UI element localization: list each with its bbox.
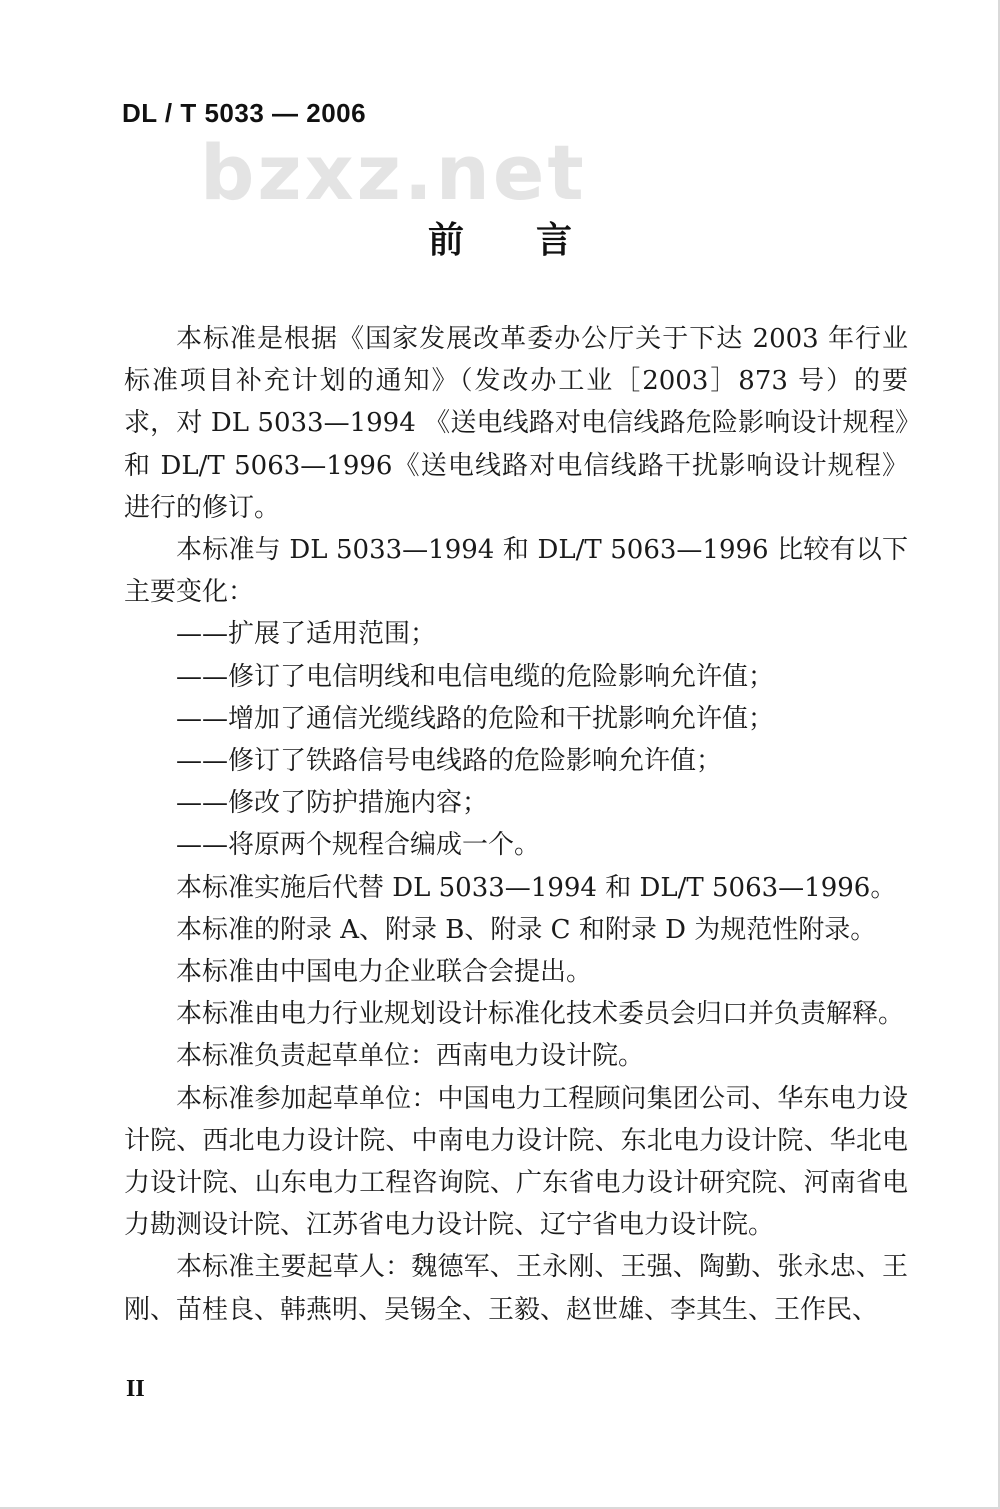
- paragraph: 本标准负责起草单位：西南电力设计院。: [176, 1041, 645, 1072]
- paragraph: 本标准实施后代替 DL 5033—1994 和 DL/T 5063—1996。: [176, 872, 897, 903]
- page-title-char-2: 言: [536, 220, 573, 261]
- change-list-item: ——修订了铁路信号电线路的危险影响允许值；: [176, 746, 723, 777]
- paragraph: 本标准参加起草单位：中国电力工程顾问集团公司、华东电力设计院、西北电力设计院、中南电力设计院、东北电力设计院、华北电力设计院、山东电力工程咨询院、广东省电力设计研究院、河南省电力勘测设计院、江苏省电力设计院、辽宁省电力设计院。: [124, 1083, 908, 1241]
- change-list-item: ——将原两个规程合编成一个。: [176, 830, 541, 861]
- change-list-item: ——扩展了适用范围；: [176, 619, 437, 650]
- change-list-item: ——修改了防护措施内容；: [176, 788, 489, 819]
- paragraph: 本标准的附录 A、附录 B、附录 C 和附录 D 为规范性附录。: [176, 914, 877, 945]
- watermark: bzxz.net: [200, 128, 587, 217]
- page-title-char-1: 前: [427, 220, 464, 261]
- change-list-item: ——修订了电信明线和电信电缆的危险影响允许值；: [176, 661, 775, 692]
- standard-code: DL / T 5033 — 2006: [122, 98, 367, 128]
- page-number: II: [126, 1376, 145, 1402]
- paragraph: 本标准由电力行业规划设计标准化技术委员会归口并负责解释。: [176, 999, 905, 1030]
- paragraph: 本标准由中国电力企业联合会提出。: [176, 957, 593, 988]
- paragraph: 本标准主要起草人：魏德军、王永刚、王强、陶勤、张永忠、王刚、苗桂良、韩燕明、吴锡全、王毅、赵世雄、李其生、王作民、: [124, 1252, 908, 1325]
- change-list-item: ——增加了通信光缆线路的危险和干扰影响允许值；: [176, 703, 775, 734]
- page-title: [0, 212, 1000, 263]
- paragraph: 本标准是根据《国家发展改革委办公厅关于下达 2003 年行业标准项目补充计划的通知》（发改办工业［2003］873 号）的要求，对 DL 5033—1994 《送电线路对电信线路危险影响设计规程》和 DL/T 5063—1996《送电线路对电信线路干扰影响设计规程》进行的修订。: [124, 324, 908, 523]
- paragraph: 本标准与 DL 5033—1994 和 DL/T 5063—1996 比较有以下主要变化：: [124, 535, 908, 608]
- foreword-body: [124, 318, 908, 1331]
